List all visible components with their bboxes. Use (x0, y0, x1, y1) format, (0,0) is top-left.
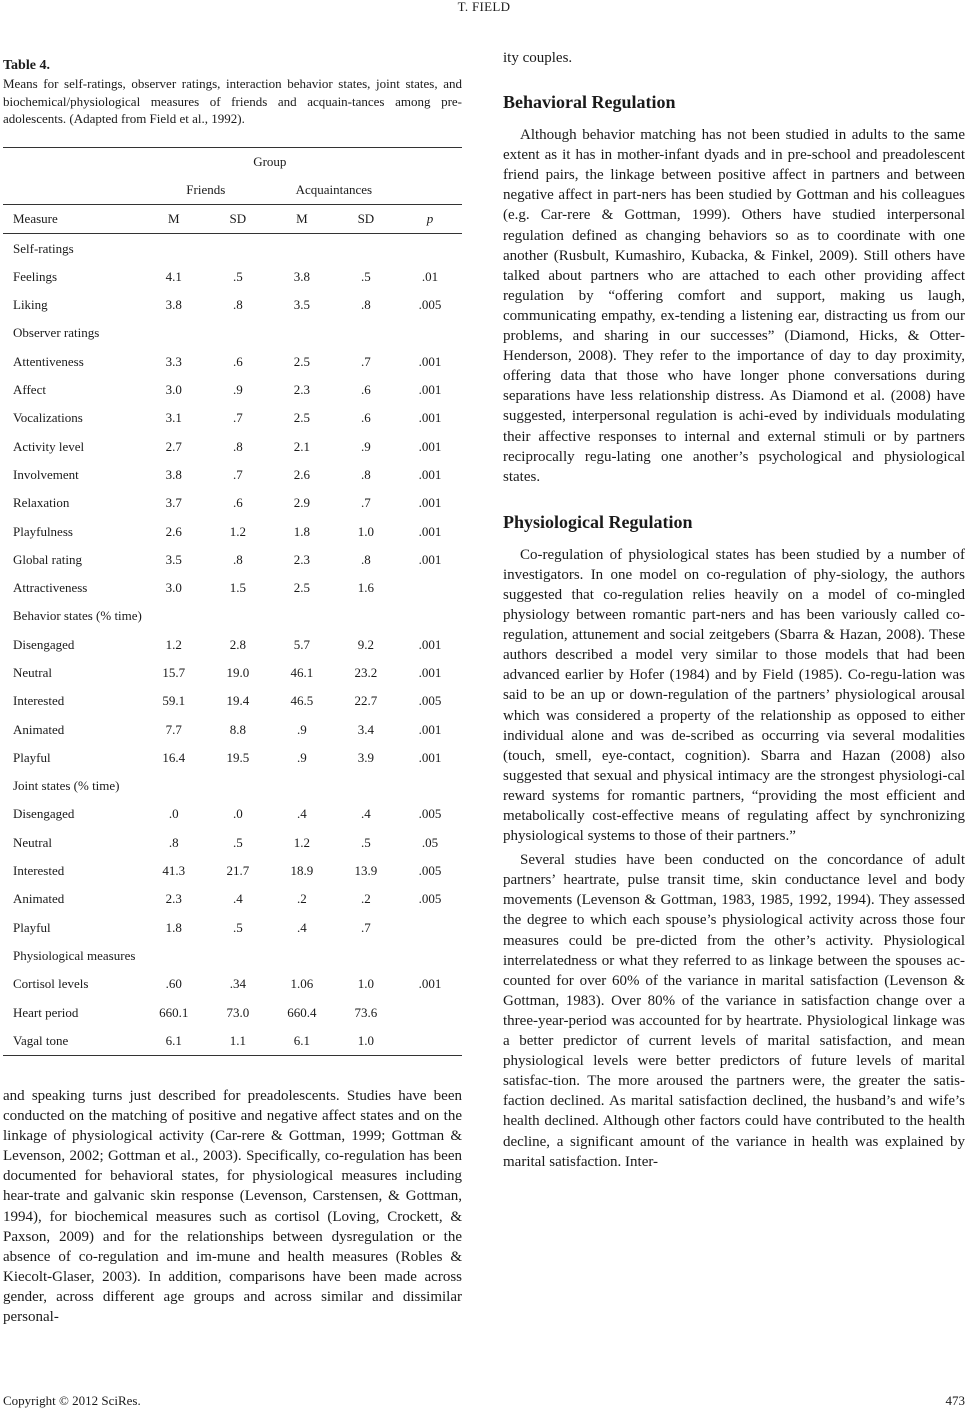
sd-acquaintances-cell: 73.6 (354, 1004, 378, 1020)
left-body-text: and speaking turns just described for preadolescents. Studies have been conducted on the matching of positive and negative affect states and on the linkage of physiological activity (Car-rere & Gottman, 1999; Gottman & Levenson, 2002; Gottman et al., 2003). Specifically, co-regulation has been documented for behavioral states, for physiological measures including hear-trate and galvanic skin response (Levenson, Carstensen, & Gottman, 1994), for biochemical measures such as cortisol (Loving, Crockett, & Paxson, 2009) and for the relationships between dysregulation or the absence of co-regulation and im-mune and health measures (Robles & Kiecolt-Glaser, 2003). In addition, comparisons have been made across gender, across different age groups and across similar and dissimilar personal- (3, 1088, 462, 1326)
sd-acquaintances-cell: .7 (361, 919, 371, 935)
measure-cell: Vagal tone (3, 1027, 142, 1056)
p-cell (398, 998, 462, 1026)
table-row (3, 829, 462, 857)
sd-acquaintances-cell: .5 (361, 834, 371, 850)
p-cell: .001 (418, 495, 442, 511)
sd-friends-cell: .5 (232, 834, 243, 850)
measure-cell: Relaxation (13, 495, 70, 511)
col-measure: Measure (3, 205, 142, 234)
m-acquaintances-cell: .2 (296, 891, 307, 907)
table-row (3, 659, 462, 687)
p-cell: .001 (418, 410, 442, 426)
m-friends-cell: 2.3 (165, 891, 182, 907)
m-friends-cell: 7.7 (165, 721, 182, 737)
section-row (3, 602, 462, 630)
measure-cell: Involvement (13, 466, 79, 482)
left-column (3, 50, 462, 1327)
sd-acquaintances-cell: 3.4 (357, 721, 374, 737)
table-row (3, 715, 462, 743)
table-row (3, 744, 462, 772)
table-body (3, 147, 462, 1056)
measure-cell: Neutral (13, 664, 52, 680)
sd-acquaintances-cell: .7 (361, 495, 371, 511)
sd-acquaintances-cell: 1.0 (334, 1027, 398, 1056)
measure-cell: Cortisol levels (13, 976, 89, 992)
col-m-acquaintances: M (270, 205, 334, 234)
m-acquaintances-cell: 2.3 (293, 551, 310, 567)
sd-friends-cell: .7 (232, 466, 243, 482)
table-row (3, 263, 462, 291)
m-friends-cell: 1.2 (165, 636, 182, 652)
sd-friends-cell: 1.2 (229, 523, 246, 539)
sd-acquaintances-cell: 23.2 (354, 664, 378, 680)
m-acquaintances-cell: 5.7 (293, 636, 310, 652)
sd-friends-cell: 1.5 (229, 580, 246, 596)
sd-friends-cell: .5 (232, 919, 243, 935)
table-row (3, 631, 462, 659)
copyright-notice: Copyright © 2012 SciRes. (3, 1393, 141, 1408)
sd-acquaintances-cell: .9 (361, 438, 371, 454)
m-acquaintances-cell: 2.6 (293, 466, 310, 482)
sd-acquaintances-cell: .8 (361, 551, 371, 567)
table-row (3, 517, 462, 545)
measure-cell: Activity level (13, 438, 85, 454)
m-friends-cell: .8 (168, 834, 179, 850)
table-row (3, 998, 462, 1026)
p-cell: .001 (418, 636, 442, 652)
p-cell: .001 (418, 976, 442, 992)
sd-friends-cell: .34 (229, 976, 246, 992)
m-friends-cell: 2.7 (165, 438, 182, 454)
m-acquaintances-cell: 2.5 (293, 580, 310, 596)
m-friends-cell: 660.1 (159, 1004, 189, 1020)
measure-cell: Playfulness (13, 523, 73, 539)
measure-cell: Disengaged (13, 806, 75, 822)
sd-acquaintances-cell: .6 (361, 382, 371, 398)
table-row (3, 404, 462, 432)
sd-acquaintances-cell: 22.7 (354, 693, 378, 709)
sd-friends-cell: 1.1 (206, 1027, 270, 1056)
section-title: Joint states (% time) (13, 778, 120, 794)
measure-cell: Playful (13, 749, 51, 765)
sd-friends-cell: .5 (232, 268, 243, 284)
table-row (3, 1027, 462, 1056)
p-cell: .001 (418, 523, 442, 539)
measure-cell: Playful (13, 919, 51, 935)
sd-friends-cell: .8 (232, 438, 243, 454)
column-header-row (3, 205, 462, 234)
m-acquaintances-cell: .9 (296, 749, 307, 765)
sd-friends-cell: 19.4 (226, 693, 250, 709)
measure-cell: Heart period (13, 1004, 79, 1020)
physiological-regulation-paragraph-2: Several studies have been conducted on the concordance of adult partners’ heartrate, pulse transit time, skin conductance level and body movements (Levenson & Gottman, 1983, 1985, 1992, 1994). They assessed the degree to which each spouse’s physiological activity across those four measures could be pre-dicted from the other’s activity. Physiological interrelatedness or what they referred to as linkage between the spouses ac-counted for over 60% of the variance in marital satisfaction (Levenson & Gottman, 1983). Over 80% of the variance in satisfaction change over a three-year-period was accounted for by heartrate. Physiological linkage was a better predictor of current levels of marital satisfaction, and mean physiological levels were better predictors of future levels of marital satisfac-tion. The more aroused the partners were, the greater the satis-faction declined. As marital satisfaction declined, the husband’s and wife’s health declined. Although other factors could have contributed to the health decline, a significant amount of the variance in health was explained by marital satisfaction. Inter- (503, 852, 965, 1170)
section-row (3, 772, 462, 800)
sd-friends-cell: 19.0 (226, 664, 250, 680)
sd-friends-cell: 8.8 (229, 721, 246, 737)
table-title: Table 4. (3, 58, 50, 73)
m-acquaintances-cell: 3.8 (293, 268, 310, 284)
section-row (3, 234, 462, 263)
sd-friends-cell: 21.7 (226, 863, 250, 879)
table-row (3, 489, 462, 517)
m-friends-cell: 1.8 (165, 919, 182, 935)
col-m-friends: M (142, 205, 206, 234)
sd-friends-cell: .4 (232, 891, 243, 907)
sd-acquaintances-cell: .8 (361, 297, 371, 313)
group-header-row (3, 147, 462, 176)
sd-acquaintances-cell: 13.9 (354, 863, 378, 879)
sd-friends-cell: .6 (232, 495, 243, 511)
sd-acquaintances-cell: .6 (361, 410, 371, 426)
m-friends-cell: 3.7 (165, 495, 182, 511)
sd-acquaintances-cell: .8 (361, 466, 371, 482)
m-acquaintances-cell: 1.2 (293, 834, 310, 850)
sd-friends-cell: .0 (232, 806, 243, 822)
table-row (3, 914, 462, 942)
m-friends-cell: 3.0 (165, 382, 182, 398)
m-acquaintances-cell: .4 (296, 919, 307, 935)
table-row (3, 376, 462, 404)
section-row (3, 942, 462, 970)
table-row (3, 885, 462, 913)
p-cell: .001 (418, 749, 442, 765)
measure-cell: Attractiveness (13, 580, 88, 596)
m-acquaintances-cell: 660.4 (287, 1004, 317, 1020)
sd-friends-cell: 19.5 (226, 749, 250, 765)
p-cell: .001 (418, 438, 442, 454)
sd-acquaintances-cell: 1.0 (357, 523, 374, 539)
measure-cell: Affect (13, 382, 46, 398)
measure-cell: Global rating (13, 551, 82, 567)
table-row (3, 546, 462, 574)
sd-friends-cell: .9 (232, 382, 243, 398)
m-acquaintances-cell: 2.5 (293, 410, 310, 426)
p-cell: .005 (418, 297, 442, 313)
page-number: 473 (945, 1393, 965, 1408)
continuation-text: ity couples. (503, 50, 573, 66)
measure-cell: Interested (13, 693, 65, 709)
table-row (3, 687, 462, 715)
m-acquaintances-cell: 1.06 (290, 976, 314, 992)
section-row (3, 319, 462, 347)
p-cell: .001 (418, 466, 442, 482)
m-acquaintances-cell: 2.1 (293, 438, 310, 454)
p-cell: .005 (418, 806, 442, 822)
m-acquaintances-cell: 2.3 (293, 382, 310, 398)
m-friends-cell: 3.5 (165, 551, 182, 567)
m-friends-cell: 4.1 (165, 268, 182, 284)
m-friends-cell: 6.1 (142, 1027, 206, 1056)
group-label: Group (142, 147, 398, 176)
m-acquaintances-cell: 46.1 (290, 664, 314, 680)
table-row (3, 348, 462, 376)
m-friends-cell: 3.8 (165, 466, 182, 482)
sd-acquaintances-cell: 1.6 (357, 580, 374, 596)
col-sd-friends: SD (206, 205, 270, 234)
measure-cell: Animated (13, 721, 65, 737)
col-sd-acquaintances: SD (334, 205, 398, 234)
p-cell (398, 914, 462, 942)
p-cell: .001 (418, 382, 442, 398)
p-cell: .005 (418, 863, 442, 879)
section-title: Physiological measures (13, 947, 136, 963)
section-title: Behavior states (% time) (13, 608, 142, 624)
sd-friends-cell: 73.0 (226, 1004, 250, 1020)
col-p: p (398, 205, 462, 234)
table-caption: Means for self-ratings, observer ratings, interaction behavior states, joint states, and biochemical/physiological measures of friends and acquain-tances among pre-adolescents. (Adapted from Field et al., 1992). (3, 76, 462, 126)
measure-cell: Disengaged (13, 636, 75, 652)
m-acquaintances-cell: 2.9 (293, 495, 310, 511)
behavioral-regulation-paragraph: Although behavior matching has not been studied in adults to the same extent as it has in mother-infant dyads and in pre-school and preadolescent friend pairs, the linkage between positive affect in partners and between negative affect in part-ners has been studied by Gottman and his colleagues (e.g. Car-rere & Gottman, 1999). Others have studied interpersonal regulation defined as changing behaviors so as to coordinate with one another (Rusbult, Kumashiro, Kubacka, & Finkel, 2009). Still others have talked about partners who are attached to each other providing affect regulation by “offering comfort and support, making us laugh, communicating empathy, ex-tending a listening ear, distracting us from our problems, and sharing in our successes” (Diamond, Hicks, & Otter-Henderson, 2008). They refer to the importance of day to day proximity, offering data that those who have longer phone conversations during separations have less relationship distress. As Diamond et al. (2008) have suggested, interpersonal regulation is achi-eved by individuals modulating their affective responses to internal and external stimuli or by partners reciprocally regu-lating one another’s psychological and physiological states. (503, 127, 965, 485)
sd-acquaintances-cell: 9.2 (357, 636, 374, 652)
m-friends-cell: 3.8 (165, 297, 182, 313)
p-cell: .05 (421, 834, 439, 850)
m-friends-cell: 59.1 (162, 693, 186, 709)
measure-cell: Vocalizations (13, 410, 83, 426)
p-cell: .001 (418, 664, 442, 680)
m-friends-cell: 3.0 (165, 580, 182, 596)
p-cell: .001 (418, 551, 442, 567)
behavioral-regulation-heading: Behavioral Regulation (503, 92, 676, 113)
m-friends-cell: .60 (165, 976, 182, 992)
sd-acquaintances-cell: 3.9 (357, 749, 374, 765)
p-cell: .001 (418, 721, 442, 737)
sd-acquaintances-cell: .5 (361, 268, 371, 284)
m-friends-cell: 16.4 (162, 749, 186, 765)
m-acquaintances-cell: 6.1 (270, 1027, 334, 1056)
m-acquaintances-cell: 18.9 (290, 863, 314, 879)
sd-acquaintances-cell: .2 (361, 891, 371, 907)
friends-label: Friends (186, 181, 226, 197)
table-row (3, 970, 462, 998)
sd-acquaintances-cell: .4 (361, 806, 371, 822)
sd-friends-cell: 2.8 (229, 636, 246, 652)
measure-cell: Neutral (13, 834, 52, 850)
physiological-regulation-paragraph-1: Co-regulation of physiological states has been studied by a number of investigators. In one model on co-regulation of phy-siology, the authors suggested that co-regulation relies heavily on a model of co-mingled physiology between romantic part-ners and has been variously called co-regulation, attunement and social zeitgebers (Sbarra & Hazan, 2008). These authors described a model very similar to those models that had been advanced earlier by Hofer (1984) and by Field (1985). Co-regu-lation was said to be an up or down-regulation of the partners’ physiological arousal which was considered a property of the relationship as opposed to either individual alone and was de-scribed as occurring via several modalities (touch, smell, eye-contact, cognition). Sbarra and Hazan (2008) also suggested that sexual and physical intimacy are the strongest physiologi-cal reward systems for romantic partners, “providing the most efficient and metabolically cost-effective means of regulating affect by synchronizing physiological systems to those of their partners.” (503, 546, 965, 845)
right-column (503, 48, 965, 1172)
sd-friends-cell: .8 (232, 551, 243, 567)
acquaintances-label: Acquaintances (295, 181, 373, 197)
p-cell (398, 574, 462, 602)
sd-acquaintances-cell: 1.0 (357, 976, 374, 992)
section-title: Self-ratings (3, 234, 462, 263)
m-acquaintances-cell: .9 (296, 721, 307, 737)
m-acquaintances-cell: 2.5 (293, 353, 310, 369)
physiological-regulation-heading: Physiological Regulation (503, 511, 693, 532)
m-friends-cell: .0 (168, 806, 179, 822)
m-acquaintances-cell: 46.5 (290, 693, 314, 709)
p-cell: .001 (418, 353, 442, 369)
p-cell: .01 (421, 268, 439, 284)
measure-cell: Liking (13, 297, 48, 313)
sd-friends-cell: .7 (232, 410, 243, 426)
p-cell: .005 (418, 693, 442, 709)
table-row (3, 800, 462, 828)
m-acquaintances-cell: .4 (296, 806, 307, 822)
sd-friends-cell: .8 (232, 297, 243, 313)
m-friends-cell: 15.7 (162, 664, 186, 680)
p-cell (398, 1027, 462, 1056)
table-row (3, 857, 462, 885)
sd-friends-cell: .6 (232, 353, 243, 369)
table-row (3, 574, 462, 602)
m-friends-cell: 3.1 (165, 410, 182, 426)
subgroup-header-row (3, 176, 462, 205)
measure-cell: Feelings (13, 268, 58, 284)
running-head: T. FIELD (457, 0, 511, 14)
m-acquaintances-cell: 1.8 (293, 523, 310, 539)
m-acquaintances-cell: 3.5 (293, 297, 310, 313)
m-friends-cell: 41.3 (162, 863, 186, 879)
m-friends-cell: 3.3 (165, 353, 182, 369)
m-friends-cell: 2.6 (165, 523, 182, 539)
p-cell: .005 (418, 891, 442, 907)
sd-acquaintances-cell: .7 (361, 353, 371, 369)
results-table (3, 147, 462, 1057)
measure-cell: Interested (13, 863, 65, 879)
table-row (3, 461, 462, 489)
measure-cell: Animated (13, 891, 65, 907)
measure-cell: Attentiveness (13, 353, 84, 369)
section-title: Observer ratings (13, 325, 100, 341)
table-row (3, 432, 462, 460)
table-row (3, 291, 462, 319)
